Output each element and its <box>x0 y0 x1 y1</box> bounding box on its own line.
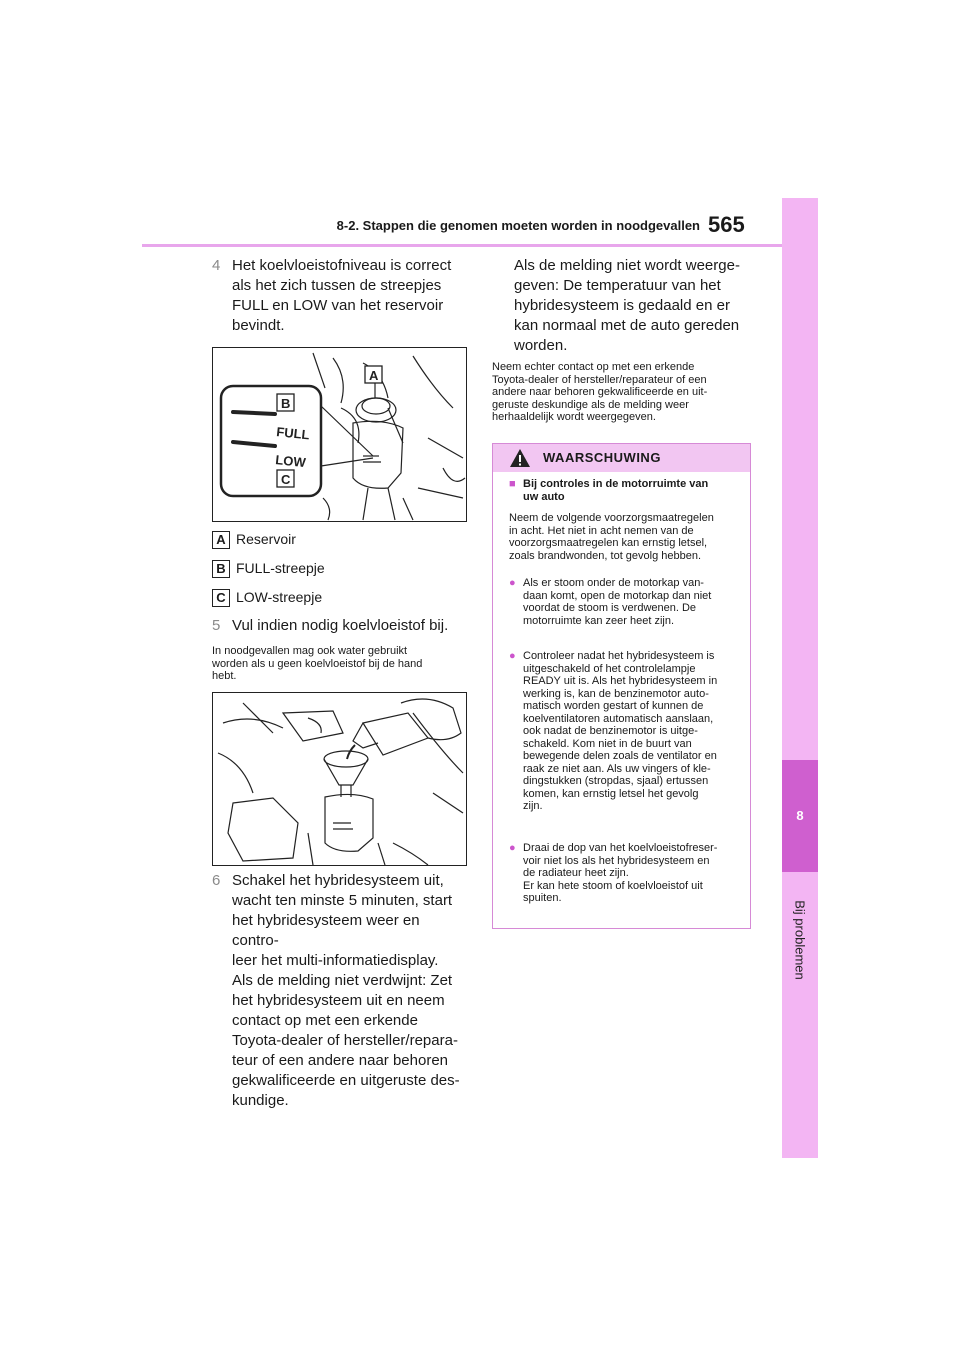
round-bullet-icon: ● <box>509 577 516 589</box>
text-line: kundige. <box>232 1092 289 1109</box>
text-line: Neem echter contact op met een erkende <box>492 361 695 373</box>
text-line: motorruimte kan zeer heet zijn. <box>523 614 675 627</box>
text-line: Schakel het hybridesysteem uit, <box>232 872 444 889</box>
legend-label: LOW-streepje <box>236 589 323 605</box>
text-line: andere naar behoren gekwalificeerde en uit- <box>492 386 708 398</box>
text-line: worden. <box>514 337 568 354</box>
text-line: koelventilatoren automatisch aanslaan, <box>523 712 714 725</box>
step-5 <box>212 616 474 638</box>
warning-subheading <box>509 478 744 503</box>
step-text <box>232 871 470 1111</box>
step-number: 5 <box>212 617 221 634</box>
header-divider <box>142 244 782 247</box>
text-line: Als de melding niet verdwijnt: Zet <box>232 972 453 989</box>
engine-bay-illustration <box>213 348 466 521</box>
low-mark-label: LOW <box>274 452 307 471</box>
text-line: contact op met een erkende <box>232 1012 418 1029</box>
text-line: hebt. <box>212 670 237 682</box>
dealer-note <box>492 361 754 424</box>
text-line: als het zich tussen de streepjes <box>232 277 442 294</box>
section-title: 8-2. Stappen die genomen moeten worden in noodgevallen <box>336 218 700 233</box>
text-line: voorzorgsmaatregelen kan ernstig letsel, <box>509 537 708 549</box>
text-line: schakeld. Kom niet in de buurt van <box>523 737 692 750</box>
text-line: Draai de dop van het koelvloeistofreser- <box>523 842 718 854</box>
text-line: het hybridesysteem weer en contro- <box>232 912 420 949</box>
text-line: Het koelvloeistofniveau is correct <box>232 257 452 274</box>
legend-label: Reservoir <box>236 531 296 547</box>
warning-bullet <box>509 842 744 905</box>
text-line: raak ze niet aan. Als uw vingers of kle- <box>523 762 711 775</box>
legend-item-low <box>212 588 322 606</box>
text-line: zoals brandwonden, tot gevolg hebben. <box>509 549 702 562</box>
text-line: spuiten. <box>523 892 562 904</box>
text-line: het hybridesysteem uit en neem <box>232 992 445 1009</box>
text-line: bewegende delen zoals de ventilator en <box>523 750 717 762</box>
text-line: de radiateur heet zijn. <box>523 867 629 879</box>
text-line: ook nadat de benzinemotor is uitge- <box>523 725 698 737</box>
step-number: 4 <box>212 257 221 274</box>
warning-bullet <box>509 577 744 627</box>
text-line: komen, kan ernstig letsel het gevolg <box>523 787 699 800</box>
text-line: hybridesysteem is gedaald en er <box>514 297 730 314</box>
legend-letter: C <box>212 589 230 607</box>
warning-intro <box>509 512 744 562</box>
warning-header <box>493 444 750 472</box>
legend-letter: B <box>212 560 230 578</box>
round-bullet-icon: ● <box>509 842 516 854</box>
text-line: In noodgevallen mag ook water gebruikt <box>212 645 408 657</box>
text-line: kan normaal met de auto gereden <box>514 317 740 334</box>
text-line: teur of een andere naar behoren <box>232 1052 448 1069</box>
page-number: 565 <box>708 212 745 237</box>
legend-item-full <box>212 559 325 577</box>
text-line: Neem de volgende voorzorgsmaatregelen <box>509 512 714 524</box>
text-line: worden als u geen koelvloeistof bij de hand <box>212 657 423 670</box>
warning-title: WAARSCHUWING <box>543 450 661 465</box>
text-line: Toyota-dealer of hersteller/repara- <box>232 1032 458 1049</box>
text-line: voir niet los als het hybridesysteem en <box>523 854 710 867</box>
square-bullet-icon: ■ <box>509 478 516 490</box>
warning-bullet <box>509 650 744 813</box>
step-6-continuation <box>492 256 754 356</box>
text-line: Als er stoom onder de motorkap van- <box>523 577 704 589</box>
text-line: Als de melding niet wordt weerge- <box>514 257 740 274</box>
refill-illustration <box>213 693 466 865</box>
coolant-reservoir-figure <box>212 347 467 522</box>
full-mark-label: FULL <box>275 424 311 443</box>
round-bullet-icon: ● <box>509 650 516 662</box>
callout-b: B <box>281 396 291 411</box>
chapter-number: 8 <box>796 808 804 823</box>
legend-letter: A <box>212 531 230 549</box>
warning-triangle-icon <box>509 448 531 468</box>
chapter-tab <box>782 198 818 1158</box>
text-line: gekwalificeerde en uitgeruste des- <box>232 1072 460 1089</box>
step-text <box>232 616 470 636</box>
text-line: bevindt. <box>232 317 285 334</box>
text-line: Er kan hete stoom of koelvloeistof uit <box>523 879 703 892</box>
text-line: Toyota-dealer of hersteller/reparateur of een <box>492 373 707 386</box>
text-line: Vul indien nodig koelvloeistof bij. <box>232 617 449 634</box>
refill-coolant-figure <box>212 692 467 866</box>
legend-item-reservoir <box>212 530 296 548</box>
text-line: Controleer nadat het hybridesysteem is <box>523 650 715 662</box>
step-4 <box>212 256 474 340</box>
step-6 <box>212 871 474 1109</box>
text-line: uw auto <box>523 490 565 503</box>
text-line: uitgeschakeld of het controlelampje <box>523 662 696 675</box>
text-line: wacht ten minste 5 minuten, start <box>232 892 453 909</box>
callout-a: A <box>369 368 379 383</box>
text-line: dingstukken (stropdas, sjaal) ertussen <box>523 775 709 787</box>
text-line: Bij controles in de motorruimte van <box>523 478 709 490</box>
callout-c: C <box>281 472 291 487</box>
text-line: FULL en LOW van het reservoir <box>232 297 444 314</box>
text-line: leer het multi-informatiedisplay. <box>232 952 439 969</box>
text-line: geruste deskundige als de melding weer <box>492 398 689 411</box>
step-number: 6 <box>212 872 221 889</box>
text-line: matisch worden gestart of kunnen de <box>523 700 704 712</box>
legend-label: FULL-streepje <box>236 560 325 576</box>
text-line: herhaaldelijk wordt weergegeven. <box>492 411 656 423</box>
warning-box <box>492 443 751 929</box>
text-line: werking is, kan de benzinemotor auto- <box>523 687 709 700</box>
text-line: READY uit is. Als het hybridesysteem in <box>523 675 718 687</box>
text-line: daan komt, open de motorkap dan niet <box>523 589 712 602</box>
water-note <box>212 645 474 683</box>
text-line: voordat de stoom is verdwenen. De <box>523 602 697 614</box>
step-text <box>232 256 470 336</box>
text-line: zijn. <box>523 800 543 812</box>
chapter-label: Bij problemen <box>792 900 808 980</box>
text-line: in acht. Het niet in acht nemen van de <box>509 524 694 537</box>
text-line: geven: De temperatuur van het <box>514 277 721 294</box>
